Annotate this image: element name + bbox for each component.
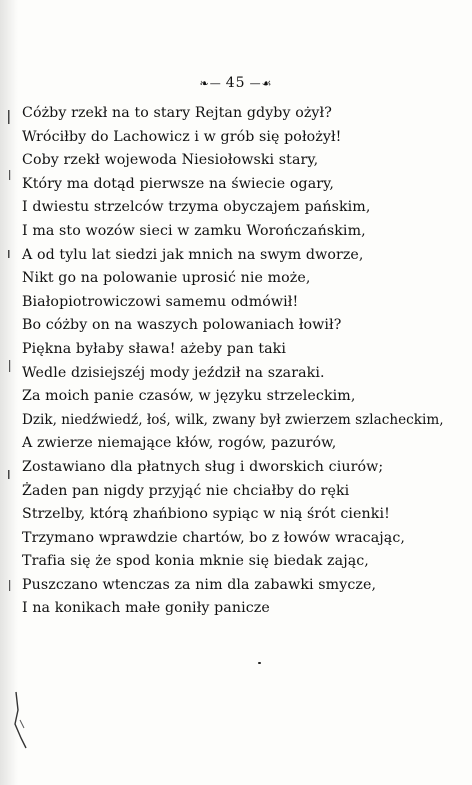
verse-line: Dzik, niedźwiedź, łoś, wilk, zwany był zwierzem szlacheckim, [22,411,444,428]
verse-line: I na konikach małe goniły panicze [22,600,270,617]
corner-ink-mark [12,690,52,750]
verse-line: Wedle dzisiejszéj mody jeździł na szaraki. [22,364,325,381]
verse-line: Zostawiano dla płatnych sług i dworskich ciurów; [22,458,384,475]
ink-speck [258,662,261,664]
verse-line: Który ma dotąd pierwsze na świecie ogary, [22,175,335,192]
verse-line: I dwiestu strzelców trzyma obyczajem pańskim, [22,199,371,216]
verse-line: I ma sto wozów sieci w zamku Worończańskim, [22,222,366,239]
verse-line: Żaden pan nigdy przyjąć nie chciałby do ręki [22,482,350,499]
right-ornament-icon: —☙ [249,76,273,90]
poem-text [22,102,462,621]
verse-line: Trafia się że spod konia mknie się biedak zając, [22,553,369,570]
verse-line: Bo cóżby on na waszych polowaniach łowił? [22,317,342,334]
verse-line: Białopiotrowiczowi samemu odmówił! [22,293,299,310]
verse-line: Wróciłby do Lachowicz i w grób się położył! [22,128,342,145]
verse-line: Puszczano wtenczas za nim dla zabawki smycze, [22,576,377,593]
page-number: 45 [225,75,246,91]
margin-ink-marks [6,110,14,670]
verse-line: Coby rzekł wojewoda Niesiołowski stary, [22,152,319,169]
verse-line: Za moich panie czasów, w języku strzeleckim, [22,388,356,405]
verse-line: Strzelby, którą zhańbiono sypiąc w nią śrót cienki! [22,506,390,523]
verse-line: A zwierze niemające kłów, rogów, pazurów, [22,435,337,452]
verse-line: Cóżby rzekł na to stary Rejtan gdyby ożył? [22,105,332,121]
verse-line: Trzymano wprawdzie chartów, bo z łowów wracając, [22,529,405,546]
verse-line: A od tylu lat siedzi jak mnich na swym dworze, [22,246,364,263]
verse-line: Nikt go na polowanie uprosić nie może, [22,270,311,287]
verse-line: Piękna byłaby sława! ażeby pan taki [22,340,287,357]
left-ornament-icon: ❧— [199,76,222,90]
page-number-header [0,75,472,91]
